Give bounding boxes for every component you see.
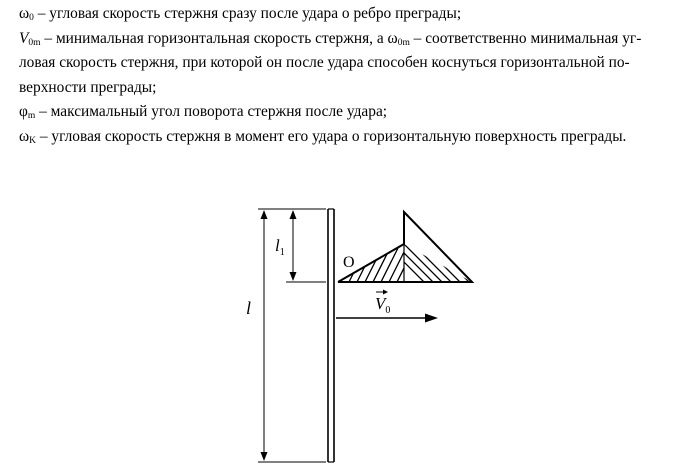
symbol-sub: 0m [28,37,41,48]
symbol-sub: 0 [29,13,34,23]
definition-text: – соответственно минимальная уг- [409,29,642,47]
svg-text:V0: $V_0$ [375,294,391,316]
definition-text: – максимальный угол поворота стержня после удара; [35,103,388,120]
definition-v0m-line3: верхности преграды; [19,78,157,96]
definition-v0m-line2: ловая скорость стержня, при которой он после удара способен коснуться горизонтальной по- [19,54,630,71]
label-o: O [343,254,355,271]
obstacle-hatched [338,169,480,338]
dimension-l1 [286,209,326,282]
label-v0 [375,290,390,317]
symbol-sub: m [27,111,36,121]
symbol-sub: K [29,135,37,146]
symbol-v: V [19,29,29,47]
symbol-sub: 0m [397,37,410,48]
definition-text: – угловая скорость стержня в момент его удара о горизонтальную поверхность преграды. [36,127,627,145]
definition-text: – минимальная горизонтальная скорость стержня, а ω [40,29,398,47]
symbol-phi: φ [19,103,28,120]
label-l: l [246,298,252,318]
rod [328,209,334,462]
definition-text: – угловая скорость стержня сразу после удара о ребро преграды; [33,5,462,22]
dimension-l [258,209,326,462]
symbol-omega: ω [19,5,30,22]
symbol-omega: ω [19,127,30,145]
label-l1: $l_1$ [275,236,285,258]
